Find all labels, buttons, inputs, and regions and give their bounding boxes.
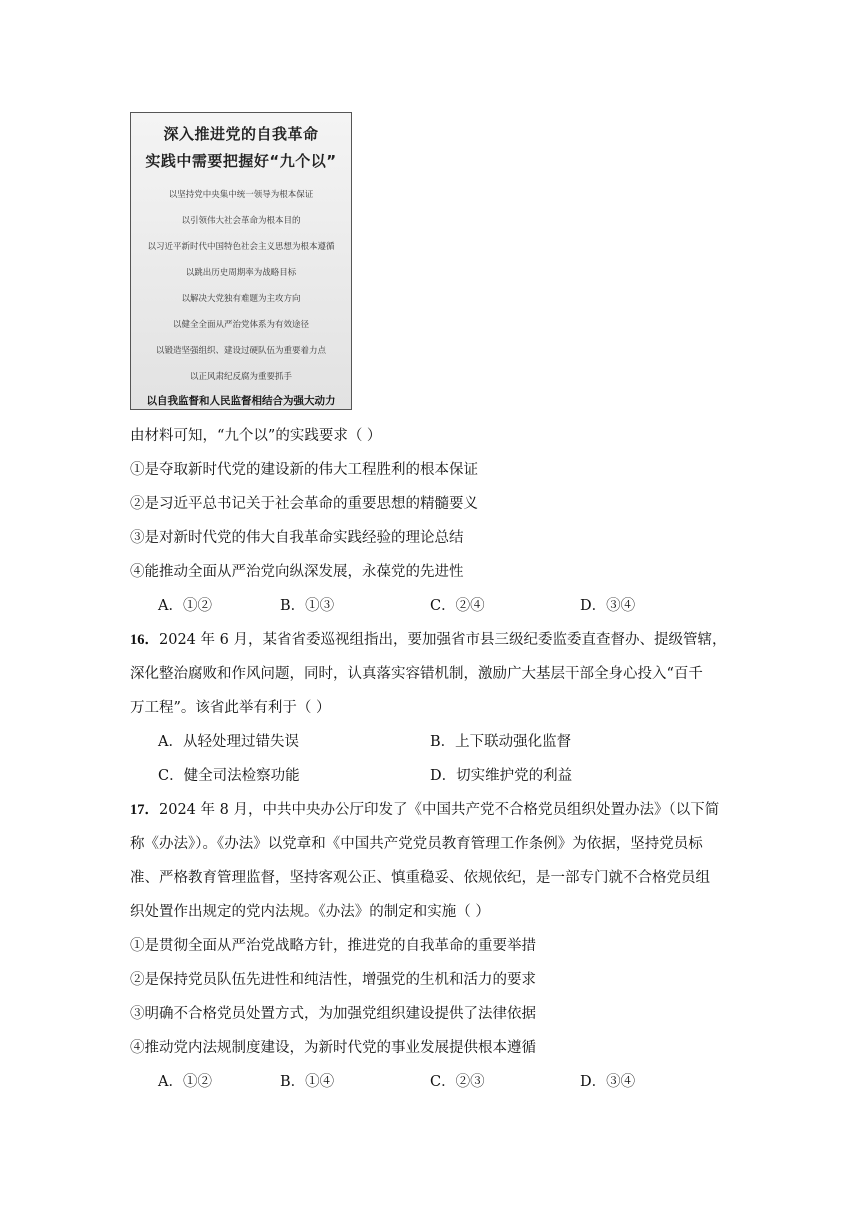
poster-item: 以引领伟大社会革命为根本目的 [181, 216, 301, 226]
q17-number: 17． [130, 802, 159, 818]
q17-stem-line2: 称《办法》）。《办法》以党章和《中国共产党党员教育管理工作条例》为依据，坚持党员标 [130, 836, 703, 852]
q15-option-c: C．②④ [430, 598, 485, 614]
q17-option-a: A．①② [158, 1074, 212, 1090]
q15-option-b: B．①③ [280, 598, 335, 614]
poster-item: 以跳出历史周期率为战略目标 [185, 268, 297, 278]
poster-title-line2: 实践中需要把握好“九个以” [145, 152, 337, 170]
q16-number: 16． [130, 632, 159, 648]
q16-stem-line3: 万工程”。该省此举有利于（ ） [130, 700, 331, 716]
q17-statement: ①是贯彻全面从严治党战略方针，推进党的自我革命的重要举措 [130, 938, 536, 954]
q16-option-a: A．从轻处理过错失误 [158, 734, 299, 750]
q15-option-d: D．③④ [580, 598, 636, 614]
q17-stem-line1 [130, 801, 719, 819]
poster-item: 以解决大党独有难题为主攻方向 [181, 294, 301, 304]
poster-item: 以健全全面从严治党体系为有效途径 [172, 320, 309, 330]
q17-statement: ④推动党内法规制度建设，为新时代党的事业发展提供根本遵循 [130, 1040, 536, 1056]
q17-stem-line4: 织处置作出规定的党内法规。《办法》的制定和实施（ ） [130, 904, 490, 920]
q15-stem: 由材料可知，“九个以”的实践要求（ ） [130, 428, 382, 444]
poster-image [130, 112, 352, 410]
q17-statement: ③明确不合格党员处置方式，为加强党组织建设提供了法律依据 [130, 1006, 536, 1022]
q16-option-d: D．切实维护党的利益 [430, 768, 573, 784]
q16-option-c: C．健全司法检察功能 [158, 768, 300, 784]
q17-stem-text: 2024 年 8 月，中共中央办公厅印发了《中国共产党不合格党员组织处置办法》（以下简 [159, 802, 720, 818]
poster-item: 以习近平新时代中国特色社会主义思想为根本遵循 [147, 242, 335, 252]
q17-option-d: D．③④ [580, 1074, 636, 1090]
q15-statement: ②是习近平总书记关于社会革命的重要思想的精髓要义 [130, 496, 478, 512]
poster-item: 以坚持党中央集中统一领导为根本保证 [168, 190, 314, 200]
q17-stem-line3: 准、严格教育管理监督，坚持客观公正、慎重稳妥、依规依纪，是一部专门就不合格党员组 [130, 870, 710, 886]
poster-item: 以锻造坚强组织、建设过硬队伍为重要着力点 [155, 346, 326, 356]
poster-item: 以正风肃纪反腐为重要抓手 [189, 372, 292, 382]
q16-option-b: B．上下联动强化监督 [430, 734, 572, 750]
q15-statement: ④能推动全面从严治党向纵深发展，永葆党的先进性 [130, 564, 464, 580]
q17-option-b: B．①④ [280, 1074, 335, 1090]
q16-stem-line2: 深化整治腐败和作风问题，同时，认真落实容错机制，激励广大基层干部全身心投入“百千 [130, 666, 703, 682]
q16-stem-text: 2024 年 6 月，某省省委巡视组指出，要加强省市县三级纪委监委直查督办、提级管辖， [159, 632, 727, 648]
poster-title-line1: 深入推进党的自我革命 [163, 125, 319, 143]
q15-statement: ①是夺取新时代党的建设新的伟大工程胜利的根本保证 [130, 462, 478, 478]
poster-footer: 以自我监督和人民监督相结合为强大动力 [146, 395, 336, 407]
q17-option-c: C．②③ [430, 1074, 485, 1090]
q17-statement: ②是保持党员队伍先进性和纯洁性，增强党的生机和活力的要求 [130, 972, 536, 988]
q15-statement: ③是对新时代党的伟大自我革命实践经验的理论总结 [130, 530, 464, 546]
q15-option-a: A．①② [158, 598, 212, 614]
q16-stem-line1 [130, 631, 726, 649]
